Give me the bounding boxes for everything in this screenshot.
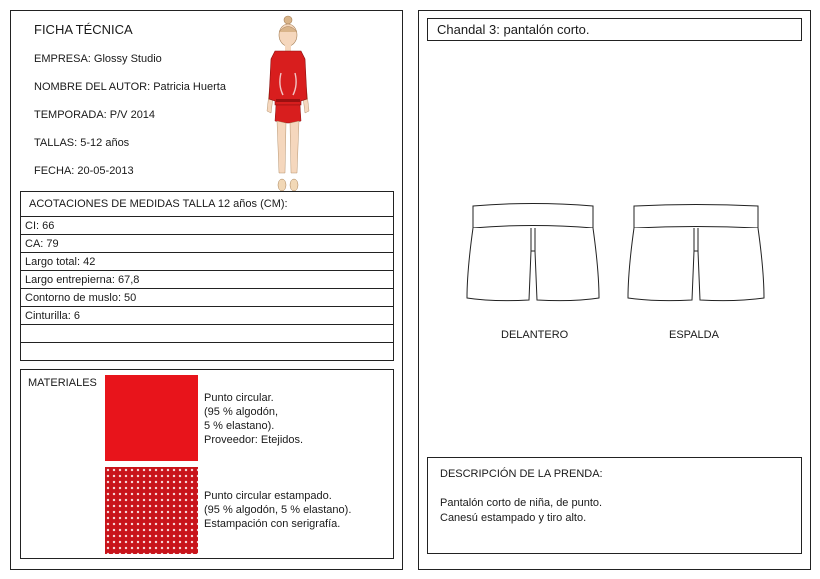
medida-row: Contorno de muslo: 50 — [21, 289, 393, 307]
fabric-swatch-plain — [105, 375, 198, 461]
right-sheet-panel — [418, 10, 811, 570]
left-sheet-panel — [10, 10, 403, 570]
model-figure-illustration — [257, 13, 319, 193]
medidas-heading: ACOTACIONES DE MEDIDAS TALLA 12 años (CM): — [21, 192, 393, 217]
empresa-field: EMPRESA: Glossy Studio — [34, 53, 162, 65]
medida-row: Largo total: 42 — [21, 253, 393, 271]
medidas-table — [20, 191, 394, 361]
descripcion-box — [427, 457, 802, 554]
temporada-field: TEMPORADA: P/V 2014 — [34, 109, 156, 121]
medida-row: Cinturilla: 6 — [21, 307, 393, 325]
shorts-front-sketch — [463, 201, 603, 306]
descripcion-heading: DESCRIPCIÓN DE LA PRENDA: — [440, 468, 603, 480]
medida-row — [21, 343, 393, 361]
autor-field: NOMBRE DEL AUTOR: Patricia Huerta — [34, 81, 226, 93]
descripcion-line-2: Canesú estampado y tiro alto. — [440, 512, 587, 524]
fecha-field: FECHA: 20-05-2013 — [34, 165, 134, 177]
medida-row — [21, 325, 393, 343]
front-view-label: DELANTERO — [501, 329, 569, 341]
fabric-swatch-printed — [105, 467, 198, 554]
materiales-box — [20, 369, 394, 559]
medida-row: CA: 79 — [21, 235, 393, 253]
materiales-label: MATERIALES — [28, 377, 97, 389]
medida-row: CI: 66 — [21, 217, 393, 235]
garment-title: Chandal 3: pantalón corto. — [437, 22, 590, 37]
medida-row: Largo entrepierna: 67,8 — [21, 271, 393, 289]
tallas-field: TALLAS: 5-12 años — [34, 137, 130, 149]
descripcion-line-1: Pantalón corto de niña, de punto. — [440, 497, 603, 509]
material-desc-1: Punto circular. (95 % algodón, 5 % elastano). Proveedor: Etejidos. — [204, 392, 304, 446]
garment-title-box — [427, 18, 802, 41]
material-desc-2: Punto circular estampado. (95 % algodón, 5 % elastano). Estampación con serigrafía. — [204, 490, 352, 530]
shorts-back-sketch — [626, 201, 766, 306]
sheet-title: FICHA TÉCNICA — [34, 22, 133, 37]
back-view-label: ESPALDA — [669, 329, 719, 341]
